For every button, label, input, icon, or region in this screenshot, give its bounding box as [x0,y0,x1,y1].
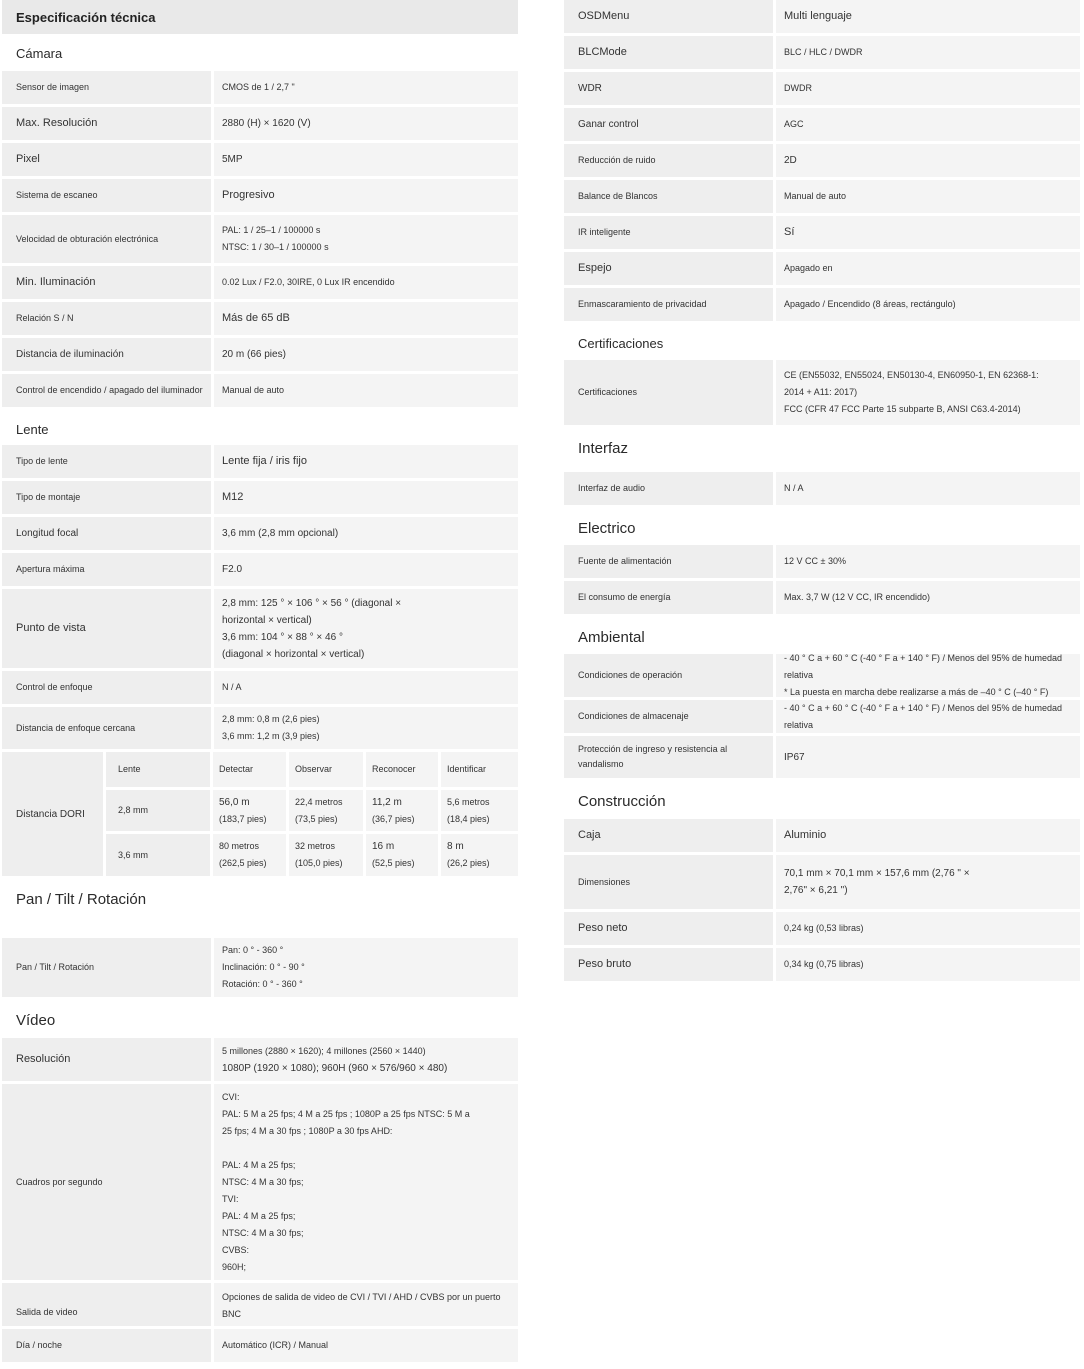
row-label: Tipo de montaje [2,481,211,514]
spec-row [2,553,518,586]
row-label: Max. Resolución [2,107,211,140]
row-label: Pixel [2,143,211,176]
row-label: Relación S / N [2,302,211,335]
row-label: Certificaciones [564,360,773,425]
row-label: Fuente de alimentación [564,545,773,578]
value-line: CE (EN55032, EN55024, EN50130-4, EN60950-1, EN 62368-1: [784,370,1039,380]
row-value: N / A [776,472,1080,505]
spec-row [2,517,518,550]
value-line: 3,6 mm: 104 ° × 88 ° × 46 ° [222,631,343,643]
row-label: Sistema de escaneo [2,179,211,212]
value-line: PAL: 1 / 25–1 / 100000 s [222,225,321,235]
spec-row [2,707,518,749]
section-electric: Electrico [578,520,636,537]
row-label: Distancia de enfoque cercana [2,707,211,749]
row-label: El consumo de energía [564,581,773,614]
label-line: vandalismo [578,759,624,769]
value-line: 960H; [222,1261,247,1272]
value-line: PAL: 4 M a 25 fps; [222,1159,296,1170]
spec-row [564,948,1080,981]
right-column [564,0,1080,984]
row-value: Más de 65 dB [214,302,518,335]
spec-row [564,180,1080,213]
dori-row [106,790,518,832]
spec-row [564,36,1080,69]
row-value: Multi lenguaje [776,0,1080,33]
spec-row [2,481,518,514]
row-label: BLCMode [564,36,773,69]
row-value: 0,34 kg (0,75 libras) [776,948,1080,981]
dori-table [2,752,518,876]
dori-value: 56,0 m [219,796,250,808]
row-label: Apertura máxima [2,553,211,586]
row-label: Ganar control [564,108,773,141]
dori-cell [213,834,286,876]
section-lens: Lente [16,422,49,437]
spec-row [564,108,1080,141]
value-line: 2014 + A11: 2017) [784,387,858,397]
dori-header-cell: Detectar [213,752,286,787]
row-value: 12 V CC ± 30% [776,545,1080,578]
dori-header-cell: Lente [106,752,210,787]
dori-value-ft: (36,7 pies) [372,813,415,824]
dori-cell [441,834,518,876]
dori-lens-cell: 2,8 mm [106,790,210,832]
row-value: Progresivo [214,179,518,212]
spec-row [2,374,518,407]
dori-value-ft: (262,5 pies) [219,858,267,869]
spec-row [2,338,518,371]
spec-row [2,71,518,104]
row-label: IR inteligente [564,216,773,249]
row-label: Enmascaramiento de privacidad [564,288,773,321]
dori-value: 80 metros [219,841,260,852]
row-value: Manual de auto [776,180,1080,213]
section-camera: Cámara [16,46,63,61]
section-interface: Interfaz [578,440,629,457]
dori-grid [106,752,518,876]
spec-row [2,938,518,997]
spec-row [564,216,1080,249]
row-value: 2880 (H) × 1620 (V) [214,107,518,140]
row-value: Automático (ICR) / Manual [214,1329,518,1362]
row-value: 3,6 mm (2,8 mm opcional) [214,517,518,550]
dori-lens-cell: 3,6 mm [106,834,210,876]
row-value [214,1084,518,1280]
value-line: CVBS: [222,1244,250,1255]
spec-row [2,1329,518,1362]
value-line: 1080P (1920 × 1080); 960H (960 × 576/960 × 480) [222,1062,448,1074]
spec-row [2,107,518,140]
spec-row [564,545,1080,578]
spec-row [564,912,1080,945]
row-label: Control de enfoque [2,671,211,704]
spec-row [564,736,1080,778]
row-label: Tipo de lente [2,445,211,478]
row-value [214,938,518,997]
value-line: (diagonal × horizontal × vertical) [222,648,365,660]
row-label: Balance de Blancos [564,180,773,213]
row-label: Día / noche [2,1329,211,1362]
dori-value-ft: (18,4 pies) [447,813,490,824]
value-line: Pan: 0 ° - 360 ° [222,945,284,955]
dori-label: Distancia DORI [2,752,103,876]
value-line: TVI: [222,1193,239,1204]
row-value: CMOS de 1 / 2,7 " [214,71,518,104]
dori-value-ft: (183,7 pies) [219,813,267,824]
row-value: Apagado / Encendido (8 áreas, rectángulo) [776,288,1080,321]
dori-row [106,834,518,876]
row-label: Peso bruto [564,948,773,981]
spec-row [564,144,1080,177]
spec-row [2,143,518,176]
row-label: Sensor de imagen [2,71,211,104]
spec-row [564,654,1080,697]
value-line: Inclinación: 0 ° - 90 ° [222,962,305,972]
value-line: 3,6 mm: 1,2 m (3,9 pies) [222,731,320,741]
row-label: Control de encendido / apagado del iluminador [2,374,211,407]
spec-row [2,302,518,335]
spec-row [564,581,1080,614]
dori-cell [289,790,363,832]
row-label: Condiciones de almacenaje [564,700,773,733]
value-line: 2,8 mm: 0,8 m (2,6 pies) [222,714,320,724]
row-label: Caja [564,819,773,852]
spec-row [564,700,1080,733]
row-value [214,215,518,263]
value-spacer [222,1140,508,1157]
row-label: Reducción de ruido [564,144,773,177]
value-line: NTSC: 1 / 30–1 / 100000 s [222,242,329,252]
label-line: Protección de ingreso y resistencia al [578,744,728,754]
row-value: N / A [214,671,518,704]
spec-row [564,360,1080,425]
spec-row [564,819,1080,852]
dori-header-row [106,752,518,787]
spec-row [564,855,1080,909]
spec-row [2,179,518,212]
section-certifications: Certificaciones [578,336,664,351]
row-value: Sí [776,216,1080,249]
row-value: 20 m (66 pies) [214,338,518,371]
dori-value-ft: (105,0 pies) [295,858,343,869]
spec-row [2,215,518,263]
row-label: Interfaz de audio [564,472,773,505]
row-label: Resolución [2,1038,211,1081]
row-value: M12 [214,481,518,514]
spec-row [564,252,1080,285]
row-value [776,360,1080,425]
dori-value: 16 m [372,841,395,853]
row-value: 2D [776,144,1080,177]
row-value: BLC / HLC / DWDR [776,36,1080,69]
spec-row [564,0,1080,33]
row-value: DWDR [776,72,1080,105]
row-label: Condiciones de operación [564,654,773,697]
row-value: F2.0 [214,553,518,586]
row-value: 5MP [214,143,518,176]
section-construction: Construcción [578,793,666,810]
dori-value-ft: (52,5 pies) [372,858,415,869]
spec-row [564,72,1080,105]
row-label: Min. Iluminación [2,266,211,299]
dori-cell [213,790,286,832]
row-value: 0,24 kg (0,53 libras) [776,912,1080,945]
dori-value: 32 metros [295,841,336,852]
spec-row [2,1038,518,1081]
row-label: Espejo [564,252,773,285]
row-label: WDR [564,72,773,105]
value-line: Rotación: 0 ° - 360 ° [222,979,303,989]
value-line: NTSC: 4 M a 30 fps; [222,1176,304,1187]
dori-value: 22,4 metros [295,796,343,807]
spec-row [2,671,518,704]
row-label [564,736,773,778]
row-value: Lente fija / iris fijo [214,445,518,478]
row-value: - 40 ° C a + 60 ° C (-40 ° F a + 140 ° F) / Menos del 95% de humedad relativa [776,700,1080,733]
value-line: * La puesta en marcha debe realizarse a más de –40 ° C (–40 ° F) [784,687,1049,697]
spec-row [2,1283,518,1326]
row-label: Longitud focal [2,517,211,550]
row-value [776,654,1080,697]
value-line: NTSC: 4 M a 30 fps; [222,1227,304,1238]
row-value: Aluminio [776,819,1080,852]
row-value: Manual de auto [214,374,518,407]
row-value: Opciones de salida de video de CVI / TVI / AHD / CVBS por un puerto BNC [214,1283,518,1326]
row-value [214,589,518,668]
row-value [214,1038,518,1081]
spec-row [564,472,1080,505]
spec-title: Especificación técnica [2,0,518,34]
row-label: Pan / Tilt / Rotación [2,938,211,997]
row-label: Punto de vista [2,589,211,668]
dori-cell [441,790,518,832]
dori-value: 11,2 m [372,796,402,808]
row-value: 0.02 Lux / F2.0, 30IRE, 0 Lux IR encendido [214,266,518,299]
value-line: 2,8 mm: 125 ° × 106 ° × 56 ° (diagonal × [222,597,402,609]
section-ptr: Pan / Tilt / Rotación [16,891,147,908]
spec-row [2,1084,518,1280]
spec-row [2,266,518,299]
value-line: FCC (CFR 47 FCC Parte 15 subparte B, ANSI C63.4-2014) [784,404,1021,414]
value-line: PAL: 4 M a 25 fps; [222,1210,296,1221]
spec-row [2,589,518,668]
dori-cell [366,790,438,832]
row-value: Max. 3,7 W (12 V CC, IR encendido) [776,581,1080,614]
value-line: CVI: [222,1091,240,1102]
value-line: - 40 ° C a + 60 ° C (-40 ° F a + 140 ° F) / Menos del 95% de humedad relativa [784,653,1063,680]
dori-header-cell: Identificar [441,752,518,787]
row-label: Cuadros por segundo [2,1084,211,1280]
value-line: 2,76" × 6,21 ") [784,885,848,896]
row-value: Apagado en [776,252,1080,285]
row-label: Peso neto [564,912,773,945]
row-value: AGC [776,108,1080,141]
dori-header-cell: Observar [289,752,363,787]
row-label: Velocidad de obturación electrónica [2,215,211,263]
spec-row [2,445,518,478]
section-video: Vídeo [16,1012,56,1029]
dori-value: 8 m [447,841,464,853]
dori-value-ft: (73,5 pies) [295,813,338,824]
value-line: 5 millones (2880 × 1620); 4 millones (2560 × 1440) [222,1045,426,1056]
row-label: Salida de video [2,1283,211,1326]
value-line: horizontal × vertical) [222,614,312,626]
row-value [776,855,1080,909]
row-value [214,707,518,749]
dori-value: 5,6 metros [447,796,490,807]
dori-cell [289,834,363,876]
spec-row [564,288,1080,321]
value-line: 25 fps; 4 M a 30 fps ; 1080P a 30 fps AHD: [222,1125,393,1136]
dori-header-cell: Reconocer [366,752,438,787]
value-line: 70,1 mm × 70,1 mm × 157,6 mm (2,76 " × [784,868,970,879]
left-column [2,0,518,1365]
section-ambient: Ambiental [578,629,645,646]
row-value: IP67 [776,736,1080,778]
row-label: Distancia de iluminación [2,338,211,371]
row-label: OSDMenu [564,0,773,33]
value-line: PAL: 5 M a 25 fps; 4 M a 25 fps ; 1080P a 25 fps NTSC: 5 M a [222,1108,470,1119]
dori-value-ft: (26,2 pies) [447,858,490,869]
row-label: Dimensiones [564,855,773,909]
dori-cell [366,834,438,876]
